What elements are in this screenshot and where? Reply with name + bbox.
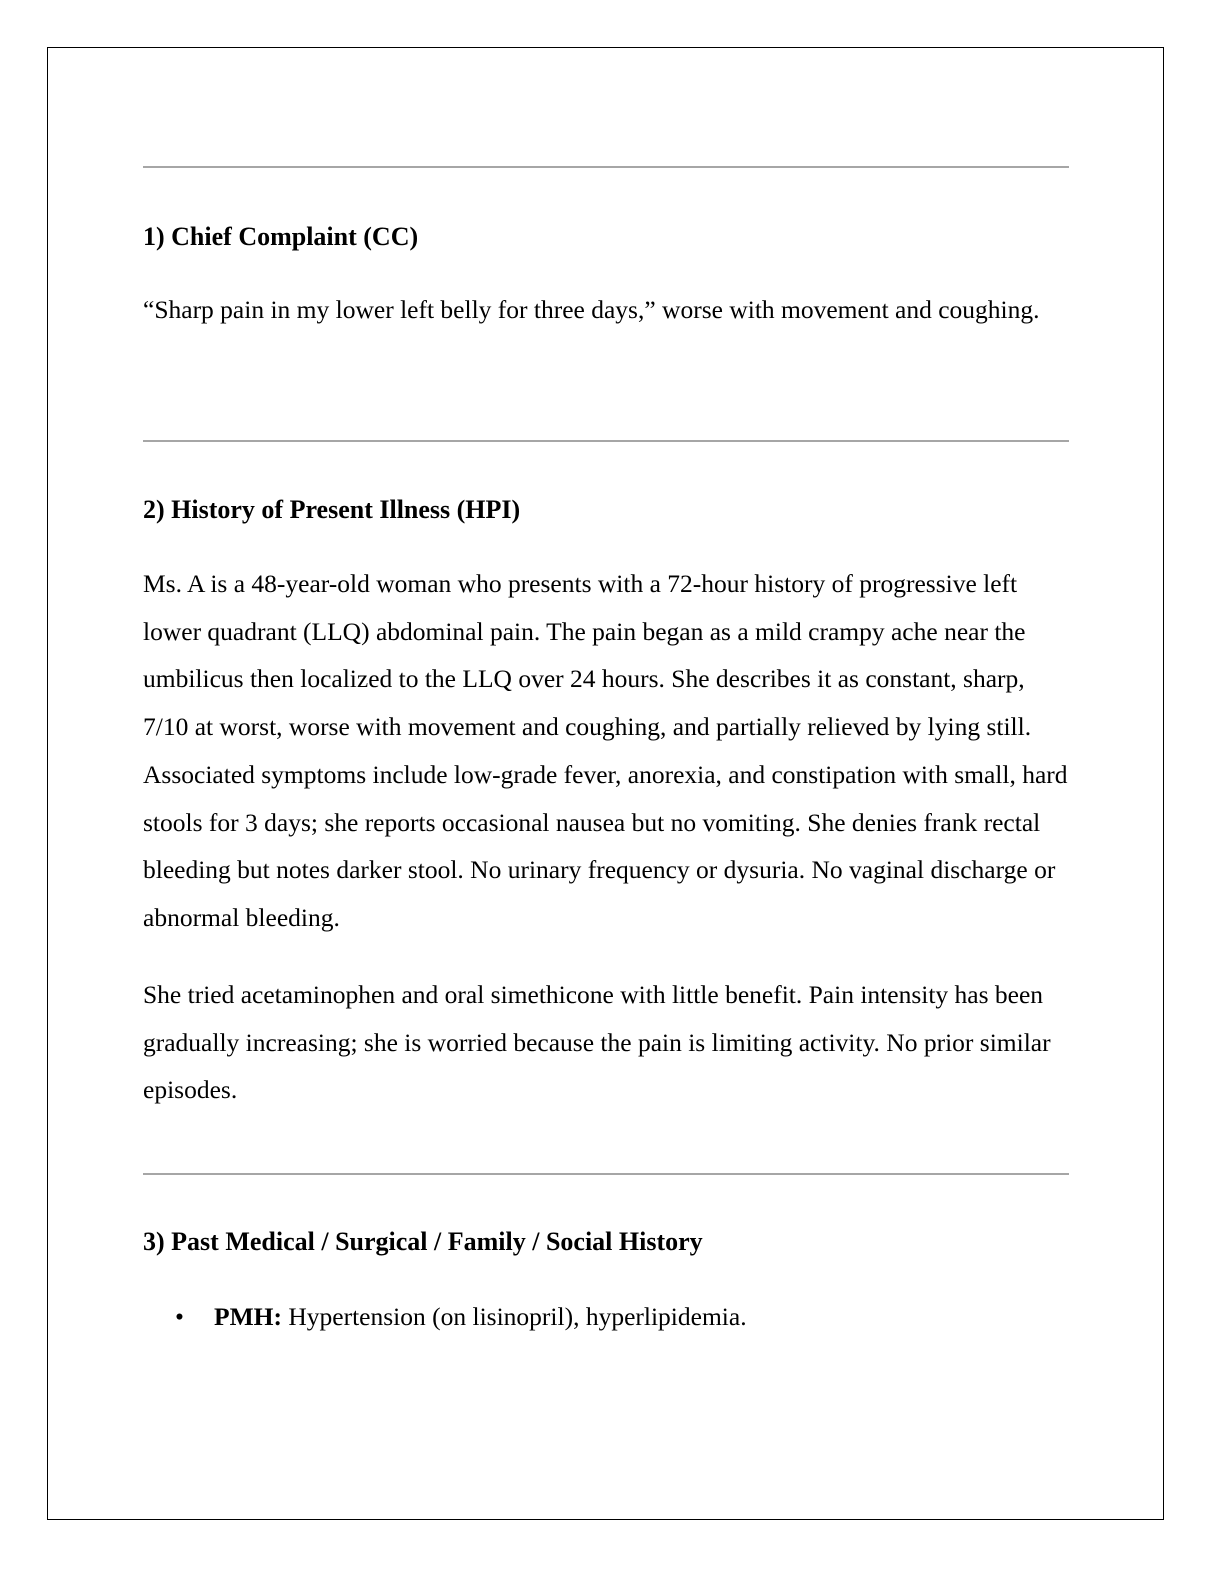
hpi-paragraph-1: Ms. A is a 48-year-old woman who presents with a 72-hour history of progressive left lower quadrant (LLQ) abdominal pain. The pain began as a mild crampy ache near the umbilicus then localized to the LLQ over 24 hours. She describes it as constant, sharp, 7/10 at worst, worse with movement and coughing, and partially relieved by lying still. Associated symptoms include low-grade fever, anorexia, and constipation with small, hard stools for 3 days; she reports occasional nausea but no vomiting. She denies frank rectal bleeding but notes darker stool. No urinary frequency or dysuria. No vaginal discharge or abnormal bleeding. <box>143 569 1068 932</box>
pmh-text: Hypertension (on lisinopril), hyperlipidemia. <box>281 1302 747 1331</box>
section-divider <box>143 166 1069 168</box>
section-heading-chief-complaint: 1) Chief Complaint (CC) <box>143 222 419 251</box>
pmh-label: PMH: <box>214 1302 282 1331</box>
section-divider <box>143 440 1069 442</box>
section-divider <box>143 1173 1069 1175</box>
bullet-icon: • <box>175 1302 184 1331</box>
list-item <box>143 1300 747 1334</box>
hpi-paragraph-2: She tried acetaminophen and oral simethicone with little benefit. Pain intensity has been gradually increasing; she is worried because the pain is limiting activity. No prior similar episodes. <box>143 980 1051 1105</box>
section-heading-history: 3) Past Medical / Surgical / Family / Social History <box>143 1227 703 1256</box>
history-list <box>143 1300 747 1334</box>
section-heading-hpi: 2) History of Present Illness (HPI) <box>143 495 521 524</box>
chief-complaint-text: “Sharp pain in my lower left belly for three days,” worse with movement and coughing. <box>143 295 1040 324</box>
